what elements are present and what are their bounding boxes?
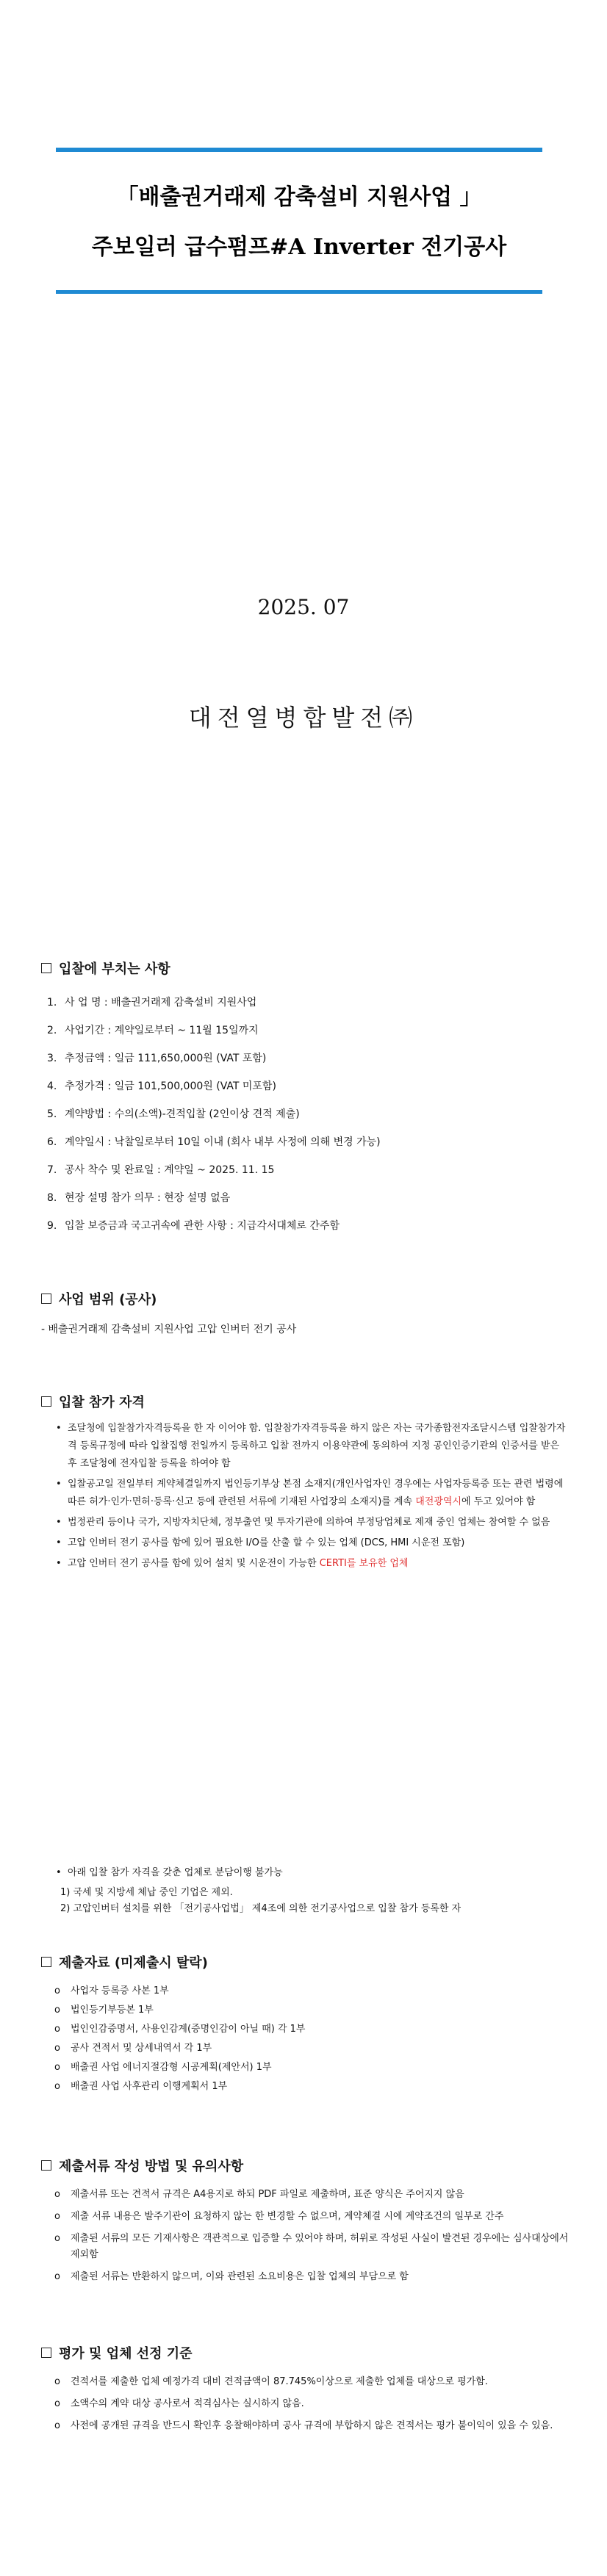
list-item: o 제출된 서류는 반환하지 않으며, 이와 관련된 소요비용은 입찰 업체의 부담으로 함 [54,2271,409,2282]
cover-title-line1: 「배출권거래제 감축설비 지원사업 」 [116,184,482,210]
list-item: 7. 공사 착수 및 완료일 : 계약일 ~ 2025. 11. 15 [47,1164,275,1176]
list-item: o 제출된 서류의 모든 기재사항은 객관적으로 입증할 수 있어야 하며, 허위로 작성된 사실이 발견된 경우에는 심사대상에서 제외함 [54,2233,569,2260]
evaluation-list [54,2374,570,2434]
cover-date: 2025. 07 [257,595,350,619]
list-item: • 아래 입찰 참가 자격을 갖춘 업체로 분담이행 불가능 [56,1864,570,1882]
list-item: o 공사 견적서 및 상세내역서 각 1부 [54,2043,212,2054]
section-heading-text: 제출서류 작성 방법 및 유의사항 [59,2159,244,2174]
list-item: o 소액수의 계약 대상 공사로서 적격심사는 실시하지 않음. [54,2398,304,2409]
list-item: 1. 사 업 명 : 배출권거래제 감축설비 지원사업 [47,997,257,1009]
list-item: o 제출서류 또는 견적서 규격은 A4용지로 하되 PDF 파일로 제출하며, 표준 양식은 주어지지 않음 [54,2189,464,2200]
note-item-1: 1) 국세 및 지방세 체납 중인 기업은 제외. [60,1887,233,1898]
list-item: • 법정관리 등이나 국가, 지방자치단체, 정부출연 및 투자기관에 의하여 부정당업체로 제재 중인 업체는 참여할 수 없음 [56,1514,570,1531]
section-evaluation-criteria [41,2343,570,2440]
section-heading [41,959,570,978]
cover-company-name: 대전열병합발전㈜ [188,704,419,732]
checkbox-square-icon [41,1294,51,1304]
list-item: 6. 계약일시 : 낙찰일로부터 10일 이내 (회사 내부 사정에 의해 변경 가능) [47,1136,381,1148]
note-list [56,1864,570,1882]
section-required-documents [41,1952,570,2098]
list-item: o 배출권 사업 사후관리 이행계획서 1부 [54,2081,228,2092]
checkbox-square-icon [41,963,51,973]
section-qualifications [41,1392,570,1576]
list-item: • 고압 인버터 전기 공사를 함에 있어 설치 및 시운전이 가능한 CERTI를 보유한 업체 [56,1555,570,1573]
list-item: o 사업자 등록증 사본 1부 [54,1985,169,1996]
cover-title-block [56,148,542,294]
list-item: 9. 입찰 보증금과 국고귀속에 관한 사항 : 지급각서대체로 간주함 [47,1220,340,1232]
scope-text: - 배출권거래제 감축설비 지원사업 고압 인버터 전기 공사 [41,1324,297,1335]
list-item: o 배출권 사업 에너지절감형 시공계획(제안서) 1부 [54,2062,272,2073]
title-bottom-rule [56,290,542,294]
section-bid-items [41,959,570,1246]
section-heading [41,2343,570,2362]
section-heading-text: 입찰 참가 자격 [59,1395,145,1410]
highlight-text: 대전광역시 [415,1496,462,1507]
checkbox-square-icon [41,2160,51,2171]
list-item: 2. 사업기간 : 계약일로부터 ~ 11월 15일까지 [47,1025,259,1036]
section-heading [41,2156,570,2175]
cover-title-line2: 주보일러 급수펌프#A Inverter 전기공사 [91,234,507,260]
list-item: o 법인인감증명서, 사용인감계(증명인감이 아닐 때) 각 1부 [54,2024,306,2035]
guideline-list [54,2187,570,2285]
document-list [54,1983,570,2095]
qualification-list [56,1420,570,1573]
section-writing-guidelines [41,2156,570,2291]
list-item: • 고압 인버터 전기 공사를 함에 있어 필요한 I/O를 산출 할 수 있는 업체 (DCS, HMI 시운전 포함) [56,1534,570,1552]
section-heading-text: 평가 및 업체 선정 기준 [59,2346,193,2362]
numbered-list [47,995,570,1233]
list-item: o 제출 서류 내용은 발주기관이 요청하지 않는 한 변경할 수 없으며, 계약체결 시에 계약조건의 일부로 간주 [54,2211,504,2222]
list-item: o 견적서를 제출한 업체 예정가격 대비 견적금액이 87.745%이상으로 제출한 업체를 대상으로 평가함. [54,2376,488,2387]
list-item: 8. 현장 설명 참가 의무 : 현장 설명 없음 [47,1192,231,1204]
section-heading-text: 입찰에 부치는 사항 [59,962,170,977]
section-heading [41,1952,570,1971]
section-heading-text: 제출자료 (미제출시 탈락) [59,1955,208,1971]
checkbox-square-icon [41,1957,51,1967]
note-item-2: 2) 고압인버터 설치를 위한 「전기공사업법」 제4조에 의한 전기공사업으로 입찰 참가 등록한 자 [60,1903,461,1914]
checkbox-square-icon [41,2348,51,2358]
list-item: o 사전에 공개된 규격을 반드시 확인후 응찰해야하며 공사 규격에 부합하지 않은 견적서는 평가 불이익이 있을 수 있음. [54,2420,553,2431]
highlight-text: CERTI를 보유한 업체 [319,1558,409,1569]
list-item: 3. 추정금액 : 일금 111,650,000원 (VAT 포함) [47,1053,267,1064]
checkbox-square-icon [41,1396,51,1407]
list-item: • 조달청에 입찰참가자격등록을 한 자 이어야 함. 입찰참가자격등록을 하지 않은 자는 국가종합전자조달시스템 입찰참가자격 등록규정에 따라 입찰집행 전일까지 등록하고 입찰 전까지 이용약관에 동의하여 지정 공인인증기관의 인증서를 받은 후 조달청에 전자입찰 등록을 하여야 함 [56,1420,570,1473]
section-heading-text: 사업 범위 (공사) [59,1292,157,1307]
section-heading [41,1289,570,1308]
list-item: • 입찰공고일 전일부터 계약체결일까지 법인등기부상 본점 소재지(개인사업자인 경우에는 사업자등록증 또는 관련 법령에 따른 허가·인가·면허·등록·신고 등에 관련된 서류에 기재된 사업장의 소재지)를 계속 대전광역시에 두고 있어야 함 [56,1476,570,1511]
title-top-rule [56,148,542,152]
section-heading [41,1392,570,1411]
list-item: 5. 계약방법 : 수의(소액)-견적입찰 (2인이상 견적 제출) [47,1108,300,1120]
section-joint-performance [41,1864,570,1917]
section-scope [41,1289,570,1338]
list-item: o 법인등기부등본 1부 [54,2005,154,2016]
list-item: 4. 추정가격 : 일금 101,500,000원 (VAT 미포함) [47,1080,276,1092]
